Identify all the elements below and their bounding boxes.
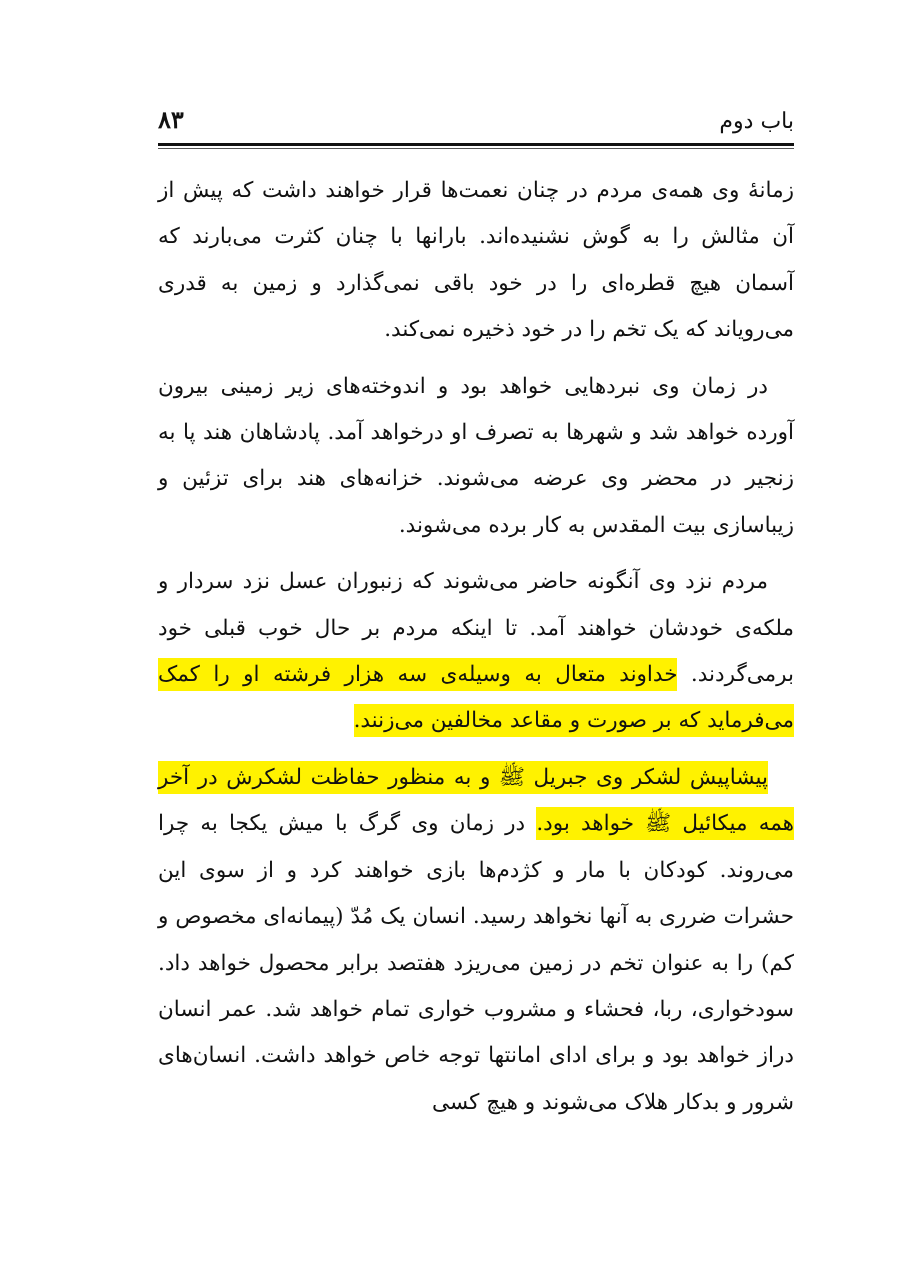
header-rule-thin	[158, 148, 794, 149]
paragraph-1	[158, 168, 794, 354]
paragraph-3	[158, 559, 794, 745]
body-text	[158, 168, 794, 1136]
paragraph-2	[158, 364, 794, 550]
paragraph-4	[158, 755, 794, 1126]
text-segment: زمانهٔ وی همه‌ی مردم در چنان نعمت‌ها قرار خواهند داشت که پیش از آن مثالش را به گوش نشنیده‌اند. بارانها با چنان کثرت می‌بارند که آسمان هیچ قطره‌ای را در خود باقی نمی‌گذارد و زمین به قدری می‌رویاند که یک تخم را در خود ذخیره نمی‌کند.	[158, 178, 794, 343]
chapter-title: باب دوم	[719, 109, 794, 134]
highlighted-text: خداوند متعال به وسیله‌ی سه هزار فرشته او را کمک می‌فرماید که بر صورت و مقاعد مخالفین می‌زنند.	[158, 658, 794, 737]
highlighted-text: پیشاپیش لشکر وی جبریل ﷺ و به منظور حفاظت لشکرش در آخر همه میکائیل ﷺ خواهد بود.	[158, 761, 794, 840]
page-header	[158, 100, 794, 144]
text-segment: در زمان وی گرگ با میش یکجا به چرا می‌روند. کودکان با مار و کژدم‌ها بازی خواهند کرد و از سوی این حشرات ضرری به آنها نخواهد رسید. انسان یک مُدّ (پیمانه‌ای مخصوص و کم) را به عنوان تخم در زمین می‌ریزد هفتصد برابر محصول خواهد داد. سودخواری، ربا، فحشاء و مشروب خواری تمام خواهد شد. عمر انسان دراز خواهد بود و برای ادای امانتها توجه خاص خواهد داشت. انسان‌های شرور و بدکار هلاک می‌شوند و هیچ کسی	[158, 811, 794, 1115]
text-segment: در زمان وی نبردهایی خواهد بود و اندوخته‌های زیر زمینی بیرون آورده خواهد شد و شهرها به تصرف او درخواهد آمد. پادشاهان هند پا به زنجیر در محضر وی عرضه می‌شوند. خزانه‌های هند برای تزئین و زیباسازی بیت المقدس به کار برده می‌شوند.	[158, 373, 794, 538]
text-segment: مردم نزد وی آنگونه حاضر می‌شوند که زنبوران عسل نزد سردار و ملکه‌ی خودشان خواهند آمد. تا اینکه مردم بر حال خوب قبلی خود برمی‌گردند.	[158, 569, 794, 688]
header-rule	[158, 143, 794, 146]
page-number: ۸۳	[158, 105, 184, 134]
